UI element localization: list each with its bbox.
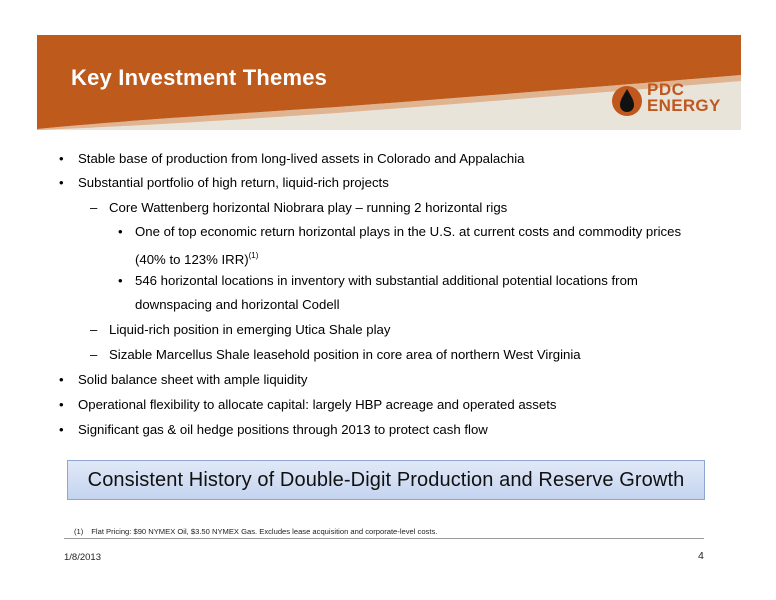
bullet-item (59, 174, 389, 192)
bullet-marker: • (59, 151, 64, 166)
footnote-number: (1) (74, 527, 84, 536)
flame-drop-icon (610, 82, 644, 118)
bullet-marker: • (118, 273, 123, 288)
bullet-marker: • (59, 422, 64, 437)
bullet-item (59, 396, 557, 414)
bullet-text: Substantial portfolio of high return, liquid-rich projects (78, 175, 389, 190)
company-logo (610, 82, 720, 118)
bullet-text: downspacing and horizontal Codell (135, 297, 340, 312)
footnote-text: Flat Pricing: $90 NYMEX Oil, $3.50 NYMEX Gas. Excludes lease acquisition and corporate-level costs. (91, 527, 438, 536)
bullet-text: Operational flexibility to allocate capital: largely HBP acreage and operated assets (78, 397, 557, 412)
highlight-banner (67, 460, 705, 500)
bullet-marker: • (59, 397, 64, 412)
bullet-item (118, 272, 638, 290)
banner-text: Consistent History of Double-Digit Production and Reserve Growth (87, 468, 685, 491)
bullet-marker: • (118, 224, 123, 239)
footnote (74, 527, 437, 536)
bullet-marker: • (59, 372, 64, 387)
dash-marker: – (90, 347, 98, 362)
slide-date: 1/8/2013 (64, 552, 101, 563)
bullet-text: Stable base of production from long-lived assets in Colorado and Appalachia (78, 151, 525, 166)
bullet-marker: • (59, 175, 64, 190)
bullet-item (59, 421, 488, 439)
dash-marker: – (90, 322, 98, 337)
bullet-text: Liquid-rich position in emerging Utica Shale play (109, 322, 391, 337)
slide-title: Key Investment Themes (71, 65, 328, 90)
bullet-item (90, 321, 391, 339)
bullet-item (59, 150, 525, 168)
footnote-reference: (1) (248, 251, 259, 260)
bullet-text: 546 horizontal locations in inventory with substantial additional potential locations from (135, 273, 638, 288)
bullet-item (90, 346, 581, 364)
footer-divider (64, 538, 704, 539)
bullet-text: Sizable Marcellus Shale leasehold position in core area of northern West Virginia (109, 347, 581, 362)
bullet-text: Core Wattenberg horizontal Niobrara play – running 2 horizontal rigs (109, 200, 508, 215)
dash-marker: – (90, 200, 98, 215)
bullet-item (59, 371, 308, 389)
slide-header (37, 35, 741, 130)
bullet-continuation (135, 296, 340, 314)
logo-text-energy: ENERGY (647, 96, 721, 115)
bullet-text: (40% to 123% IRR) (135, 252, 249, 267)
bullet-item (118, 223, 682, 241)
bullet-text: Significant gas & oil hedge positions through 2013 to protect cash flow (78, 422, 488, 437)
logo-text-pdc: PDC (647, 80, 685, 99)
bullet-text: Solid balance sheet with ample liquidity (78, 372, 308, 387)
bullet-continuation (135, 247, 258, 269)
bullet-item (90, 199, 508, 217)
bullet-text: One of top economic return horizontal plays in the U.S. at current costs and commodity prices (135, 224, 682, 239)
page-number: 4 (698, 550, 704, 562)
